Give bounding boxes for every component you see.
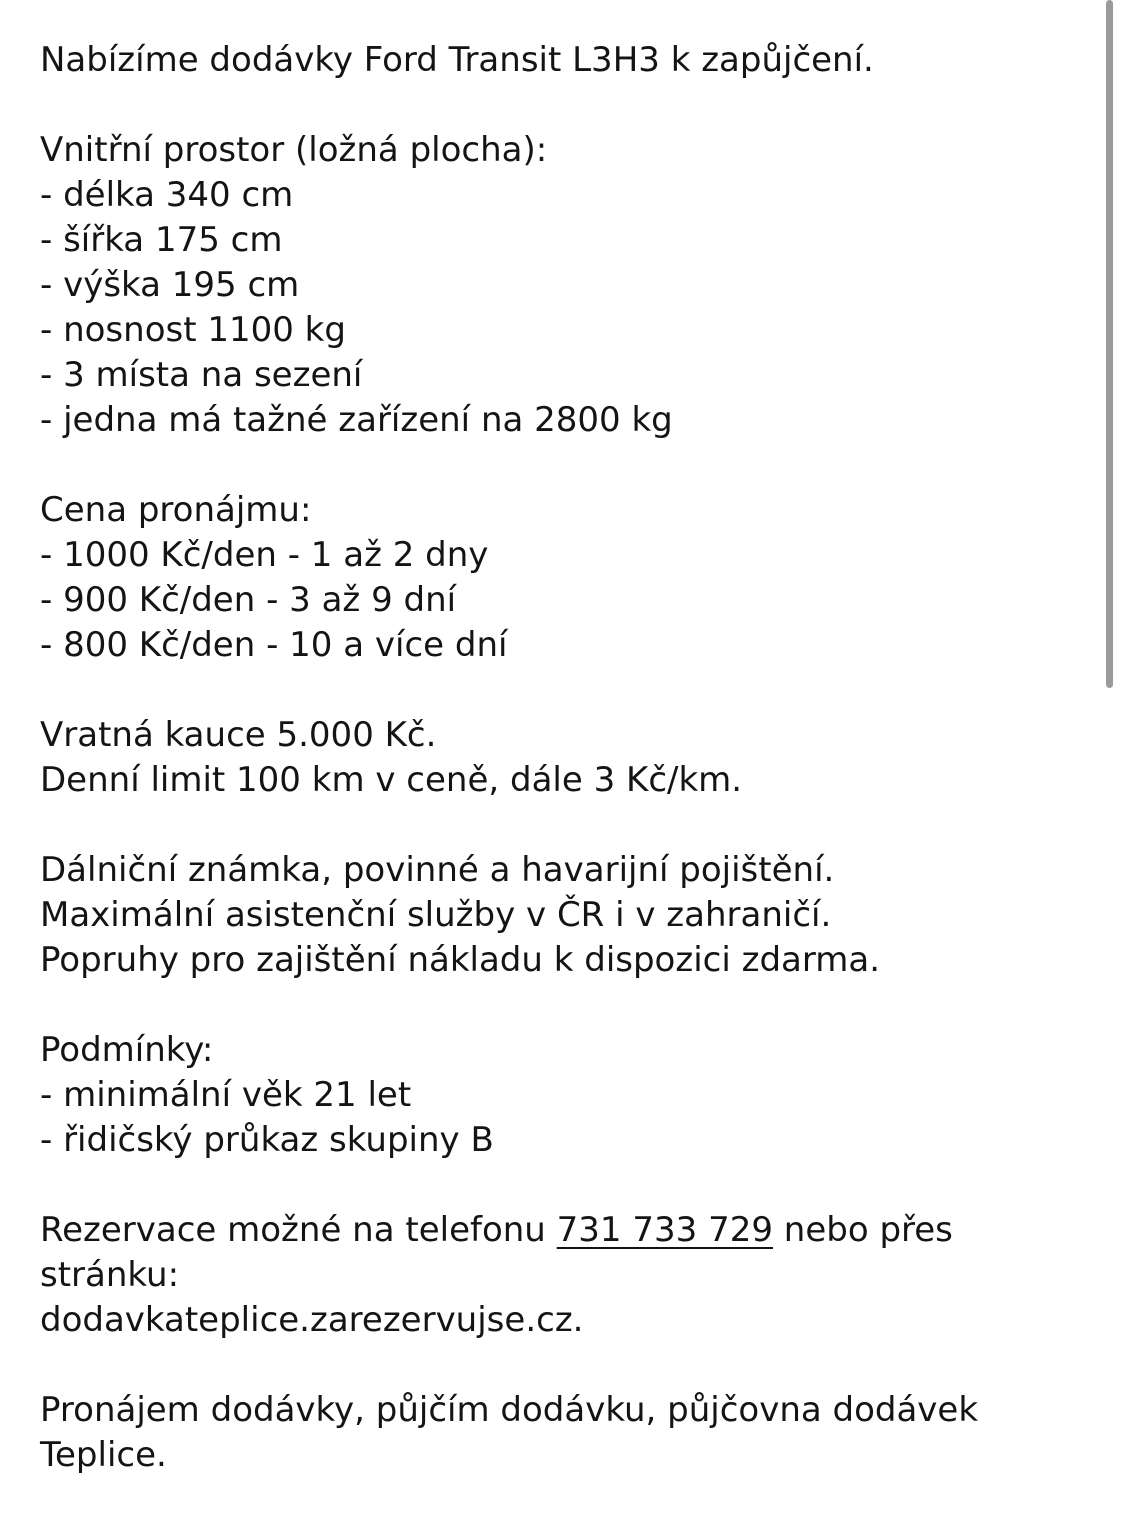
vertical-scrollbar[interactable] — [1106, 0, 1113, 688]
extras-straps: Popruhy pro zajištění nákladu k dispozici zdarma. — [40, 940, 881, 980]
spacer — [40, 443, 1080, 488]
pricing-heading: Cena pronájmu: — [40, 490, 312, 530]
reservation-prefix: Rezervace možné na telefonu — [40, 1210, 557, 1250]
footer-keywords: Pronájem dodávky, půjčím dodávku, půjčovna dodávek — [40, 1390, 979, 1430]
phone-link[interactable]: 731 733 729 — [556, 1210, 773, 1250]
price-tier-3: - 800 Kč/den - 10 a více dní — [40, 625, 508, 665]
extras-insurance: Dálniční známka, povinné a havarijní pojištění. — [40, 850, 835, 890]
spacer — [40, 668, 1080, 713]
spacer — [40, 803, 1080, 848]
spacer — [40, 983, 1080, 1028]
spacer — [40, 83, 1080, 128]
cargo-heading: Vnitřní prostor (ložná plocha): — [40, 130, 548, 170]
mileage-limit-text: Denní limit 100 km v ceně, dále 3 Kč/km. — [40, 760, 743, 800]
condition-license: - řidičský průkaz skupiny B — [40, 1120, 494, 1160]
footer-city: Teplice. — [40, 1435, 167, 1475]
reservation-website: dodavkateplice.zarezervujse.cz. — [40, 1300, 584, 1340]
reservation-line-2: stránku: — [40, 1255, 180, 1295]
cargo-height: - výška 195 cm — [40, 265, 300, 305]
price-tier-1: - 1000 Kč/den - 1 až 2 dny — [40, 535, 489, 575]
cargo-payload: - nosnost 1100 kg — [40, 310, 346, 350]
condition-age: - minimální věk 21 let — [40, 1075, 412, 1115]
intro-text: Nabízíme dodávky Ford Transit L3H3 k zapůjčení. — [40, 40, 874, 80]
deposit-text: Vratná kauce 5.000 Kč. — [40, 715, 437, 755]
spacer — [40, 1163, 1080, 1208]
cargo-width: - šířka 175 cm — [40, 220, 283, 260]
cargo-seats: - 3 místa na sezení — [40, 355, 363, 395]
price-tier-2: - 900 Kč/den - 3 až 9 dní — [40, 580, 457, 620]
conditions-heading: Podmínky: — [40, 1030, 214, 1070]
reservation-suffix: nebo přes — [772, 1210, 953, 1250]
spacer — [40, 1343, 1080, 1388]
cargo-length: - délka 340 cm — [40, 175, 294, 215]
listing-description — [40, 38, 1080, 1478]
reservation-line — [40, 1208, 1080, 1253]
cargo-towbar: - jedna má tažné zařízení na 2800 kg — [40, 400, 673, 440]
extras-assistance: Maximální asistenční služby v ČR i v zahraničí. — [40, 895, 832, 935]
